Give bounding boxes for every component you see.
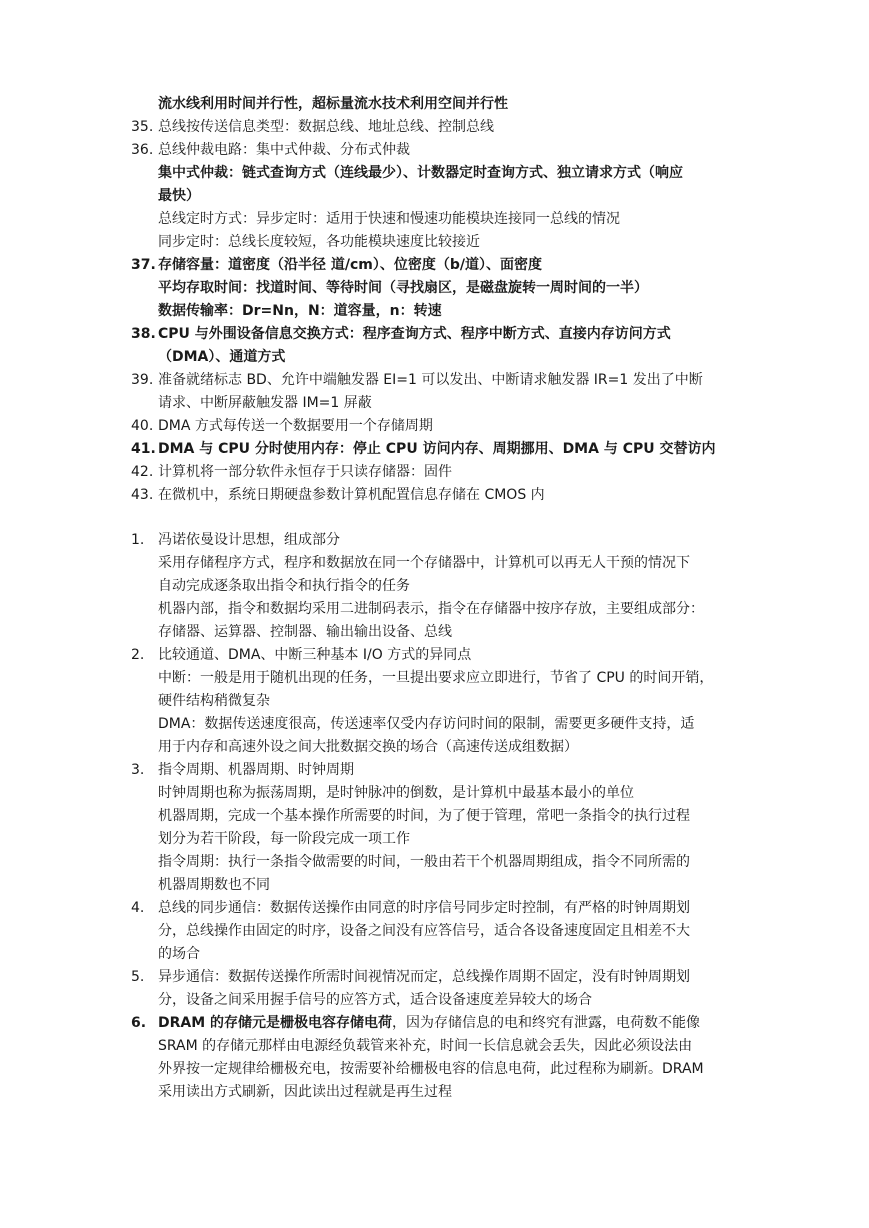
line-text: 分，总线操作由固定的时序，设备之间没有应答信号，适合各设备速度固定且相差不大: [158, 923, 690, 939]
line-number: 42.: [131, 464, 154, 480]
line-number: 1.: [131, 532, 145, 548]
line-text: 集中式仲裁：链式查询方式（连线最少）、计数器定时查询方式、独立请求方式（响应: [158, 165, 683, 181]
line-text: 自动完成逐条取出指令和执行指令的任务: [158, 578, 410, 594]
line-text-wrap: [158, 1012, 700, 1034]
text-line: [0, 989, 869, 1011]
line-text-wrap: [158, 139, 410, 161]
line-text: SRAM 的存储元那样由电源经负载管来补充，时间一长信息就会丢失，因此必须设法由: [158, 1038, 693, 1054]
line-text: 分，设备之间采用握手信号的应答方式，适合设备速度差异较大的场合: [158, 992, 592, 1008]
text-line: [0, 415, 869, 437]
line-text-wrap: [158, 759, 354, 781]
line-text: 流水线利用时间并行性，超标量流水技术利用空间并行性: [158, 96, 508, 112]
line-text: 总线的同步通信：数据传送操作由同意的时序信号同步定时控制，有严格的时钟周期划: [158, 900, 690, 916]
line-text-wrap: [158, 621, 452, 643]
line-text: 请求、中断屏蔽触发器 IM=1 屏蔽: [158, 395, 372, 411]
text-line: [0, 254, 869, 276]
text-line: [0, 966, 869, 988]
line-text-wrap: [158, 920, 690, 942]
line-text: 存储器、运算器、控制器、输出输出设备、总线: [158, 624, 452, 640]
line-number: 3.: [131, 762, 145, 778]
line-text: 划分为若干阶段，每一阶段完成一项工作: [158, 831, 410, 847]
text-line: [0, 162, 869, 184]
line-text-wrap: [158, 897, 690, 919]
line-text-wrap: [158, 346, 285, 368]
text-line: [0, 874, 869, 896]
line-number: 2.: [131, 647, 145, 663]
text-line: [0, 851, 869, 873]
text-line: [0, 116, 869, 138]
line-text: 指令周期：执行一条指令做需要的时间，一般由若干个机器周期组成，指令不同所需的: [158, 854, 690, 870]
text-line: [0, 231, 869, 253]
line-text: 总线按传送信息类型：数据总线、地址总线、控制总线: [158, 119, 494, 135]
line-text-wrap: [158, 323, 671, 345]
line-text-wrap: [158, 713, 694, 735]
text-line: [0, 736, 869, 758]
text-line: [0, 93, 869, 115]
line-text: DMA：数据传送速度很高，传送速率仅受内存访问时间的限制，需要更多硬件支持，适: [158, 716, 695, 732]
text-line: [0, 346, 869, 368]
line-number: 39.: [131, 372, 154, 388]
line-text: 指令周期、机器周期、时钟周期: [158, 762, 354, 778]
text-line: [0, 782, 869, 804]
line-text: 采用读出方式刷新，因此读出过程就是再生过程: [158, 1084, 452, 1100]
line-text: 机器周期数也不同: [158, 877, 270, 893]
line-text: 准备就绪标志 BD、允许中端触发器 EI=1 可以发出、中断请求触发器 IR=1 发出了中断: [158, 372, 703, 388]
line-text: 最快）: [158, 188, 200, 204]
line-text: 总线仲裁电路：集中式仲裁、分布式仲裁: [158, 142, 410, 158]
text-line: [0, 392, 869, 414]
line-text-wrap: [158, 484, 545, 506]
line-text-wrap: [158, 828, 410, 850]
line-number: 6.: [131, 1015, 147, 1031]
text-line: [0, 690, 869, 712]
line-text-wrap: [158, 552, 690, 574]
line-text-wrap: [158, 392, 372, 414]
line-text-wrap: [158, 277, 648, 299]
text-line: [0, 828, 869, 850]
text-line: [0, 438, 869, 460]
line-number: 38.: [131, 326, 156, 342]
text-line: [0, 484, 869, 506]
line-text-wrap: [158, 736, 578, 758]
text-line: [0, 277, 869, 299]
text-line: [0, 713, 869, 735]
line-text-wrap: [158, 644, 471, 666]
line-text-wrap: [158, 667, 713, 689]
line-text-wrap: [158, 851, 690, 873]
text-line: [0, 621, 869, 643]
line-text: 比较通道、DMA、中断三种基本 I/O 方式的异同点: [158, 647, 472, 663]
line-text-wrap: [158, 1081, 452, 1103]
line-text-wrap: [158, 208, 620, 230]
line-text-wrap: [158, 1058, 704, 1080]
line-number: 43.: [131, 487, 154, 503]
line-text: DRAM 的存储元是栅极电容存储电荷: [158, 1015, 393, 1031]
line-text-wrap: [158, 162, 683, 184]
text-line: [0, 759, 869, 781]
line-number: 4.: [131, 900, 145, 916]
line-text-wrap: [158, 185, 200, 207]
text-line: [0, 805, 869, 827]
line-text-wrap: [158, 369, 703, 391]
line-text: 平均存取时间：找道时间、等待时间（寻找扇区，是磁盘旋转一周时间的一半）: [158, 280, 648, 296]
line-text-wrap: [158, 690, 270, 712]
line-number: 37.: [131, 257, 156, 273]
text-line: [0, 667, 869, 689]
line-text: 数据传输率：Dr=Nn，N：道容量，n：转速: [158, 303, 442, 319]
line-text: CPU 与外围设备信息交换方式：程序查询方式、程序中断方式、直接内存访问方式: [158, 326, 671, 342]
line-text-wrap: [158, 966, 690, 988]
line-text-wrap: [158, 461, 452, 483]
line-text: 冯诺依曼设计思想，组成部分: [158, 532, 340, 548]
text-line: [0, 529, 869, 551]
line-text: 异步通信：数据传送操作所需时间视情况而定，总线操作周期不固定，没有时钟周期划: [158, 969, 690, 985]
line-text-wrap: [158, 415, 433, 437]
line-number: 41.: [131, 441, 156, 457]
line-text: 在微机中，系统日期硬盘参数计算机配置信息存储在 CMOS 内: [158, 487, 545, 503]
line-number: 5.: [131, 969, 145, 985]
line-text: 存储容量：道密度（沿半径 道/cm）、位密度（b/道）、面密度: [158, 257, 543, 273]
text-line: [0, 369, 869, 391]
line-text: 同步定时：总线长度较短，各功能模块速度比较接近: [158, 234, 480, 250]
text-line: [0, 1035, 869, 1057]
line-text: 计算机将一部分软件永恒存于只读存储器：固件: [158, 464, 452, 480]
line-number: 40.: [131, 418, 154, 434]
text-line: [0, 897, 869, 919]
line-text-wrap: [158, 116, 494, 138]
line-text-wrap: [158, 231, 480, 253]
text-line: [0, 552, 869, 574]
line-text-wrap: [158, 529, 340, 551]
text-line: [0, 323, 869, 345]
line-text: DMA 与 CPU 分时使用内存：停止 CPU 访问内存、周期挪用、DMA 与 CPU 交替访内: [158, 441, 716, 457]
line-text: 采用存储程序方式，程序和数据放在同一个存储器中，计算机可以再无人干预的情况下: [158, 555, 690, 571]
line-number: 36.: [131, 142, 154, 158]
line-text-wrap: [158, 438, 715, 460]
line-text: 时钟周期也称为振荡周期，是时钟脉冲的倒数，是计算机中最基本最小的单位: [158, 785, 634, 801]
line-text: 总线定时方式：异步定时：适用于快速和慢速功能模块连接同一总线的情况: [158, 211, 620, 227]
text-line: [0, 943, 869, 965]
line-text-wrap: [158, 1035, 692, 1057]
line-text-wrap: [158, 782, 634, 804]
line-text-wrap: [158, 989, 592, 1011]
line-number: 35.: [131, 119, 154, 135]
line-text-wrap: [158, 598, 704, 620]
line-text: 外界按一定规律给栅极充电，按需要补给栅极电容的信息电荷，此过程称为刷新。DRAM: [158, 1061, 704, 1077]
line-text: 机器内部，指令和数据均采用二进制码表示，指令在存储器中按序存放，主要组成部分：: [158, 601, 704, 617]
line-text-wrap: [158, 943, 200, 965]
line-text-wrap: [158, 805, 690, 827]
line-text: 机器周期，完成一个基本操作所需要的时间，为了便于管理，常吧一条指令的执行过程: [158, 808, 690, 824]
text-line: [0, 185, 869, 207]
line-text: 用于内存和高速外设之间大批数据交换的场合（高速传送成组数据）: [158, 739, 578, 755]
line-text-wrap: [158, 254, 542, 276]
line-text: 中断：一般是用于随机出现的任务，一旦提出要求应立即进行，节省了 CPU 的时间开销，: [158, 670, 714, 686]
text-line: [0, 644, 869, 666]
text-line: [0, 461, 869, 483]
line-text: （DMA）、通道方式: [158, 349, 286, 365]
line-text-wrap: [158, 874, 270, 896]
text-line: [0, 208, 869, 230]
text-line: [0, 598, 869, 620]
text-line: [0, 300, 869, 322]
text-line: [0, 1081, 869, 1103]
line-text-rest: ，因为存储信息的电和终究有泄露，电荷数不能像: [392, 1015, 701, 1031]
text-line: [0, 920, 869, 942]
line-text: 硬件结构稍微复杂: [158, 693, 270, 709]
line-text-wrap: [158, 93, 508, 115]
text-line: [0, 1058, 869, 1080]
text-line: [0, 575, 869, 597]
line-text: 的场合: [158, 946, 200, 962]
line-text-wrap: [158, 575, 410, 597]
text-line: [0, 1012, 869, 1034]
line-text-wrap: [158, 300, 442, 322]
line-text: DMA 方式每传送一个数据要用一个存储周期: [158, 418, 433, 434]
text-line: [0, 139, 869, 161]
